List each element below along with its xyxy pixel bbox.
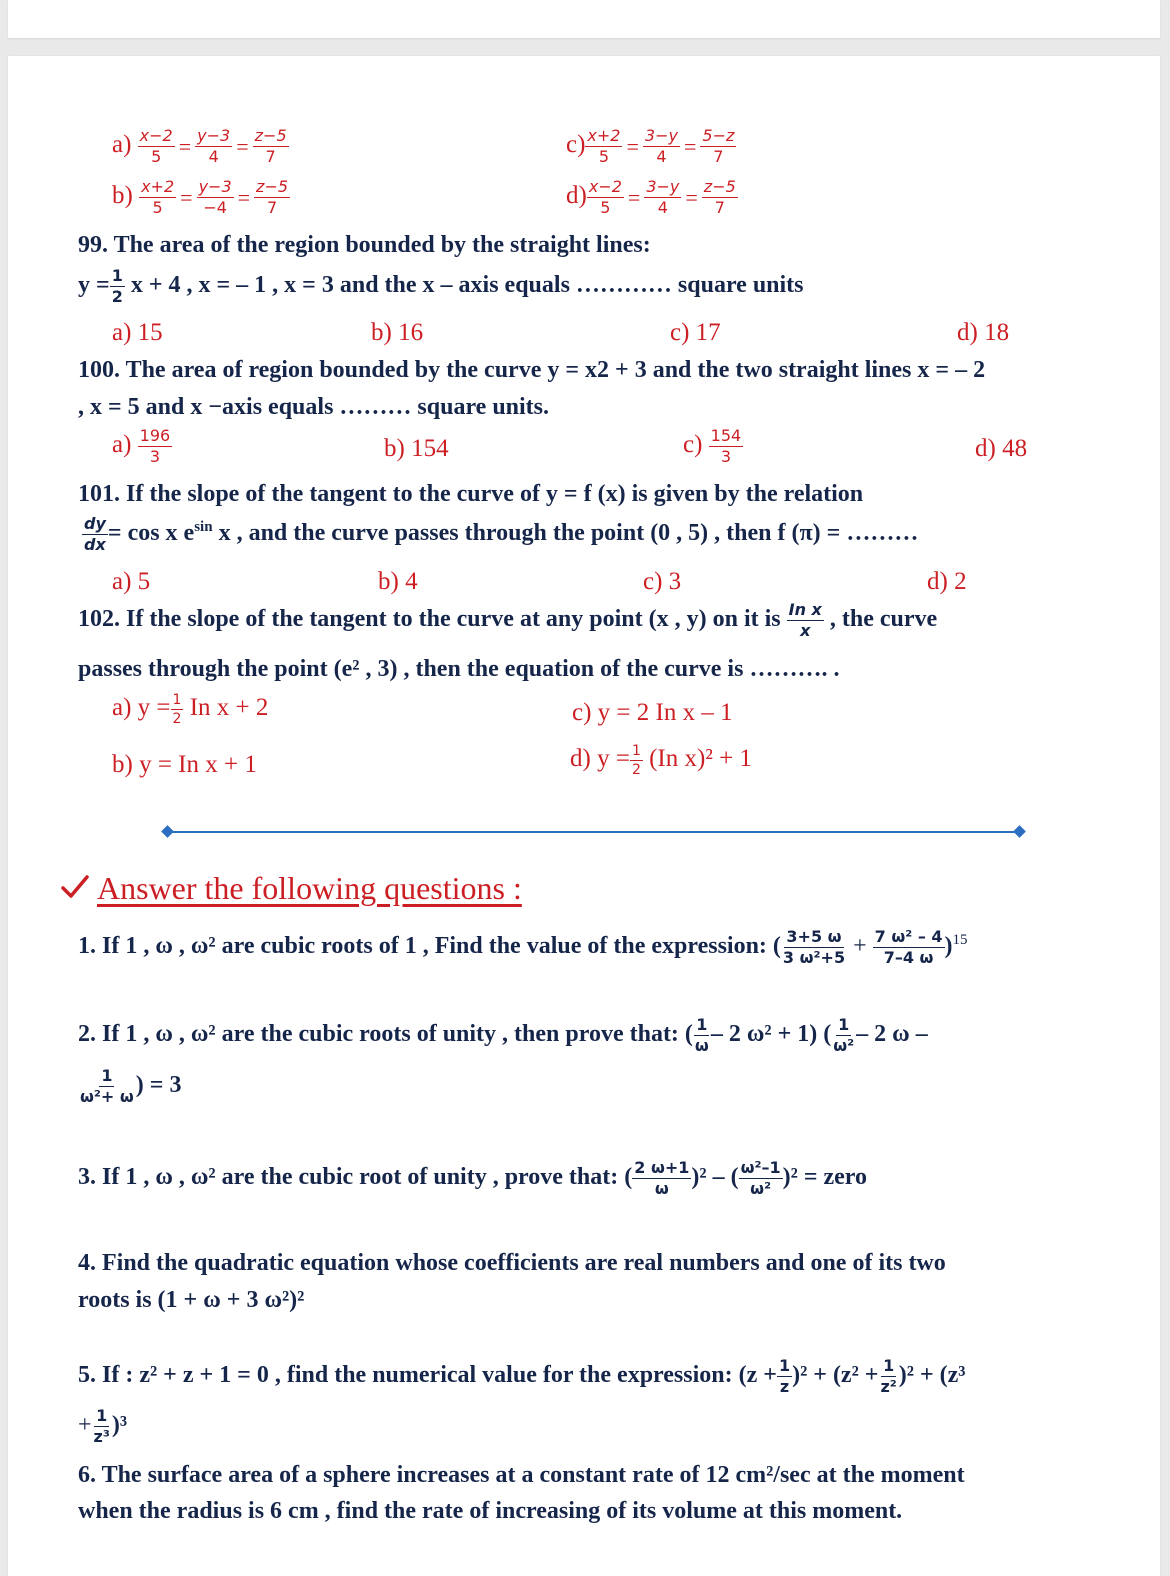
q99-title: 99. The area of the region bounded by the straight lines: xyxy=(78,232,651,258)
q102-option-a: a) y = $\frac{1}{2}$ In x + 2 xyxy=(112,692,269,727)
previous-page xyxy=(8,0,1160,38)
q101-option-b: b) 4 xyxy=(378,568,418,595)
q102-option-d: d) y = $\frac{1}{2}$ (In x)² + 1 xyxy=(570,743,752,778)
q101-option-a: a) 5 xyxy=(112,568,151,595)
aq4-line2: roots is (1 + ω + 3 ω²)² xyxy=(78,1287,305,1313)
checkmark-icon xyxy=(60,874,90,900)
q100-option-b: b) 154 xyxy=(384,435,449,462)
q100-option-a: a) $\frac{196}{3}$ xyxy=(112,426,171,466)
aq6-line2: when the radius is 6 cm , find the rate of increasing of its volume at this moment. xyxy=(78,1498,903,1524)
q102-option-c: c) y = 2 In x – 1 xyxy=(572,699,733,726)
q100-option-c: c) $\frac{154}{3}$ xyxy=(683,426,742,466)
q100-line1: 100. The area of region bounded by the curve y = x2 + 3 and the two straight lines x = – 2 xyxy=(78,357,986,383)
option-98-c: c) $\frac{x+2}{5}$ = $\frac{3-y}{4}$ = $\frac{5-z}{7}$ xyxy=(566,126,735,166)
aq4-line1: 4. Find the quadratic equation whose coefficients are real numbers and one of its two xyxy=(78,1250,946,1276)
q99-option-b: b) 16 xyxy=(371,319,424,346)
section-divider xyxy=(167,831,1020,833)
q102-option-b: b) y = In x + 1 xyxy=(112,751,257,778)
q101-option-d: d) 2 xyxy=(927,568,967,595)
q102-line1: 102. If the slope of the tangent to the curve at any point (x , y) on it is $\frac{\text{In x}}{x}$ , the curve xyxy=(78,600,938,640)
option-98-a: a) $\frac{x-2}{5}$ = $\frac{y-3}{4}$ = $\frac{z-5}{7}$ xyxy=(112,126,287,166)
q101-line2: $\frac{dy}{dx}$ = cos x $e^{sin}$ x , and the curve passes through the point (0 , 5) , then f (π) = ……… xyxy=(84,514,919,554)
q101-line1: 101. If the slope of the tangent to the curve of y = f (x) is given by the relation xyxy=(78,481,864,507)
q99-option-a: a) 15 xyxy=(112,319,163,346)
q99-equation: y = $\frac{1}{2}$ x + 4 , x = – 1 , x = 3 and the x – axis equals ………… square units xyxy=(78,266,804,306)
q100-line2: , x = 5 and x −axis equals ……… square units. xyxy=(78,394,550,420)
q99-option-c: c) 17 xyxy=(670,319,721,346)
option-98-b: b) $\frac{x+2}{5}$ = $\frac{y-3}{-4}$ = $\frac{z-5}{7}$ xyxy=(112,177,289,217)
option-98-d: d) $\frac{x-2}{5}$ = $\frac{3-y}{4}$ = $\frac{z-5}{7}$ xyxy=(566,177,736,217)
q102-line2: passes through the point (e² , 3) , then the equation of the curve is ………. . xyxy=(78,656,840,682)
aq2-line1: 2. If 1 , ω , ω² are the cubic roots of unity , then prove that: ( $\frac{1}{\omega}$ – 2 ω² + 1) ( $\frac{1}{\text{ω²}}$ – 2 ω – xyxy=(78,1015,928,1055)
aq3: 3. If 1 , ω , ω² are the cubic root of unity , prove that: ( $\frac{2 \omega+1}{\omega}$ )² – ( $\frac{\text{ω²–1}}{\text{ω²}}$ )² = zero xyxy=(78,1158,868,1198)
aq1: 1. If 1 , ω , ω² are cubic roots of 1 , Find the value of the expression: ( $\frac{3+5 \omega}{\text{3 ω²+5}}$ + $\frac{\text{7 ω² – 4}}{7-4 \omega}$ )$^{15}$ xyxy=(78,927,968,967)
section-heading: Answer the following questions : xyxy=(97,870,522,906)
aq5-line1: 5. If : z² + z + 1 = 0 , find the numerical value for the expression: (z + $\frac{1}{z}$ )² + (z² + $\frac{1}{\text{z²}}$ )² + (z³ xyxy=(78,1356,966,1396)
aq6-line1: 6. The surface area of a sphere increases at a constant rate of 12 cm²/sec at the moment xyxy=(78,1462,965,1488)
aq5-line2: + $\frac{1}{\text{z³}}$ )³ xyxy=(78,1406,128,1446)
q101-option-c: c) 3 xyxy=(643,568,682,595)
q99-option-d: d) 18 xyxy=(957,319,1010,346)
aq2-line2: $\frac{1}{\text{ω²+ ω}}$ ) = 3 xyxy=(80,1066,182,1106)
q100-option-d: d) 48 xyxy=(975,435,1028,462)
